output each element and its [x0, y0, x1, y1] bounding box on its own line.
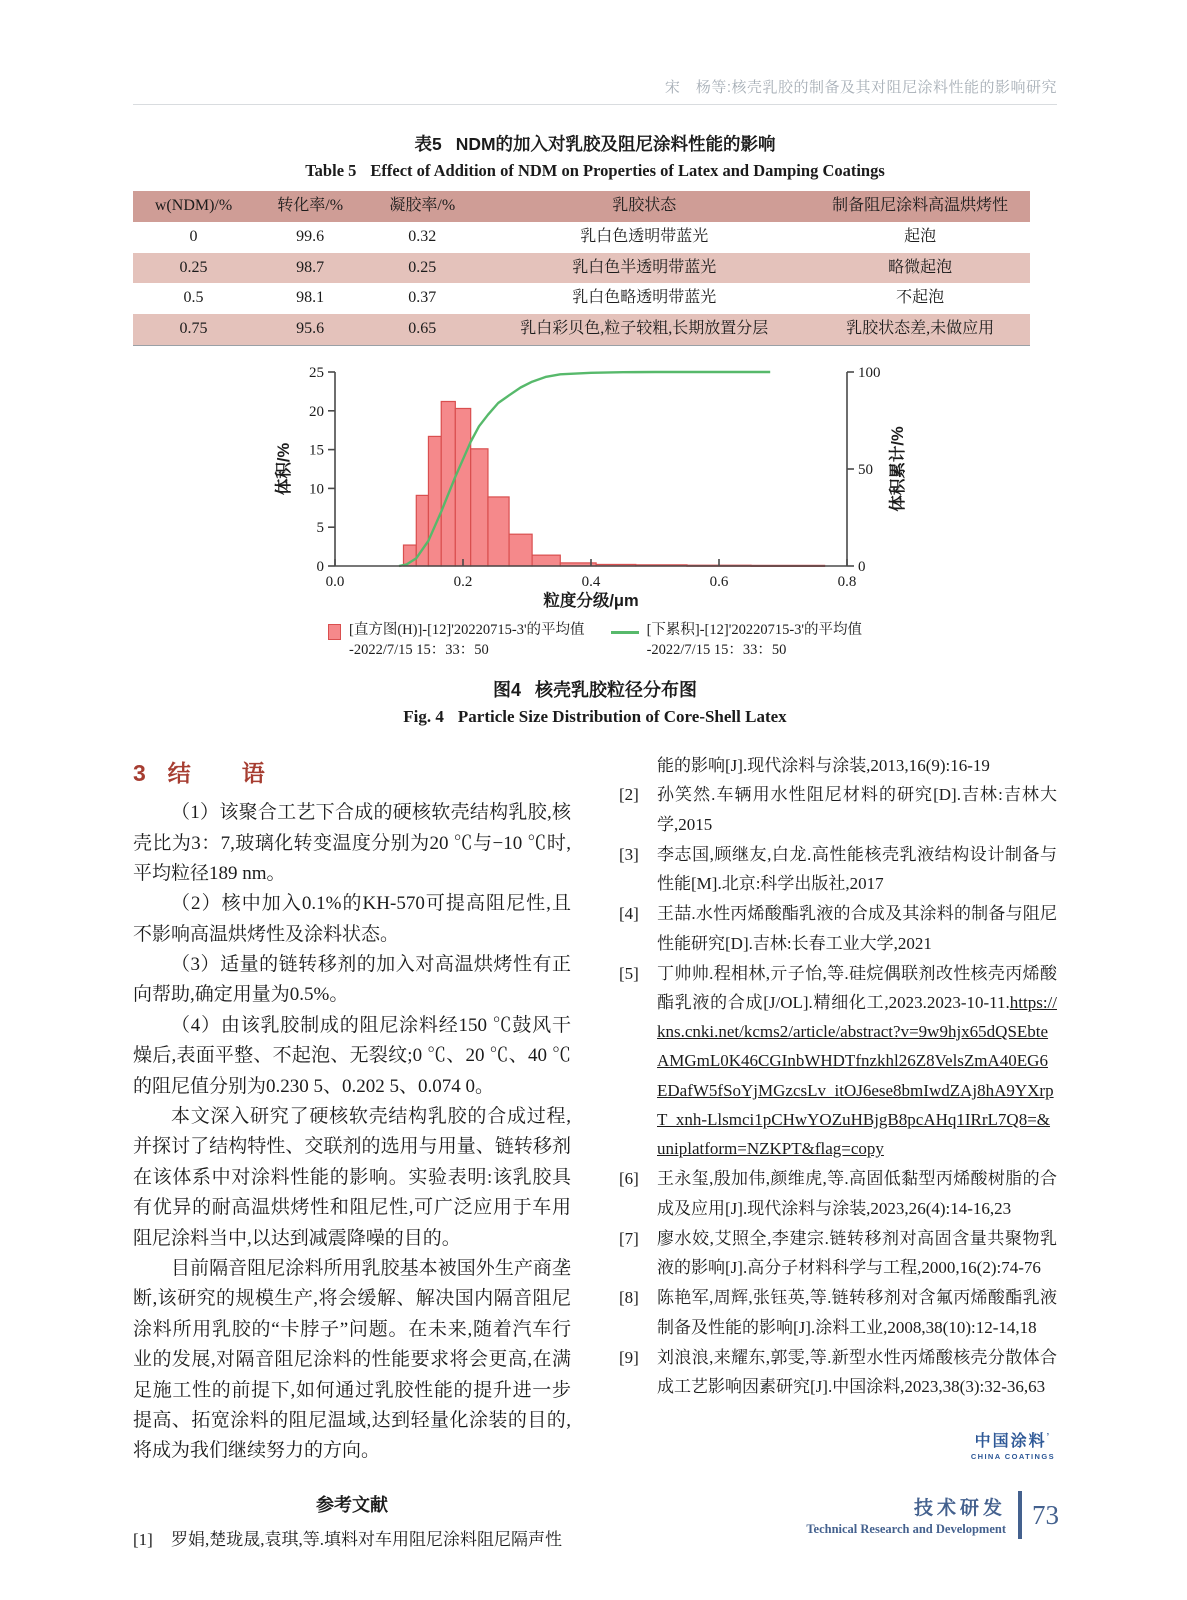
- footer-section-en: Technical Research and Development: [806, 1522, 1006, 1536]
- reference-item: [619, 1343, 1057, 1401]
- reference-text: 孙笑然.车辆用水性阻尼材料的研究[D].吉林:吉林大学,2015: [657, 785, 1057, 834]
- figure4-chart: [273, 360, 917, 612]
- logo-zh-text: [971, 1428, 1055, 1451]
- figure4-legend: [273, 621, 917, 660]
- table5-label-zh: 表5: [414, 134, 442, 154]
- table5-row: [133, 222, 1030, 253]
- reference-url-link[interactable]: https://kns.cnki.net/kcms2/article/abstract?v=9w9hjx65dQSEbteAMGmL0K46CGInbWHDTfnzkhl26Z8VelsZmA40EG6EDafW5fSoYjMGzcsLv_itOJ6ese8bmIwdZAj8hA9YXrpT_xnh-Llsmci1pCHwYOZuHBjgB8pcAHq1IRrL7Q8=&uniplatform=NZKPT&flag=copy: [657, 992, 1057, 1159]
- footer-section-zh: 技术研发: [913, 1498, 1006, 1519]
- left-column: [133, 751, 571, 1555]
- reference-number: [2]: [619, 785, 639, 805]
- china-coatings-logo: [971, 1428, 1055, 1461]
- table5-header-cell: 乳胶状态: [612, 197, 677, 214]
- references-heading: 参考文献: [316, 1494, 388, 1515]
- reference-continuation: 能的影响[J].现代涂料与涂装,2013,16(9):16-19: [657, 756, 990, 776]
- reference-number: [1]: [133, 1529, 153, 1549]
- logo-zh-label: 中国涂料: [974, 1433, 1047, 1450]
- reference-text: 王喆.水性丙烯酸酯乳液的合成及其涂料的制备与阻尼性能研究[D].吉林:长春工业大学,2021: [657, 904, 1057, 953]
- histogram-swatch-icon: [328, 624, 341, 640]
- table5-cell: 0.75: [179, 320, 208, 338]
- table5-title-en: [133, 161, 1057, 181]
- reference-number: [6]: [619, 1169, 639, 1189]
- table5-cell: 95.6: [296, 320, 325, 338]
- reference-number: [9]: [619, 1347, 639, 1367]
- table5-cell: 0: [189, 227, 198, 245]
- legend-entry-cumulative: [611, 621, 862, 660]
- svg-text:粒度分级/μm: 粒度分级/μm: [543, 591, 639, 610]
- footer-section-tab: [806, 1491, 1059, 1539]
- figure4-label-en: Fig. 4: [403, 707, 444, 727]
- table5-cell: 0.32: [408, 227, 437, 245]
- page-number: 73: [1032, 1499, 1059, 1530]
- reference-number: [7]: [619, 1228, 639, 1248]
- section-heading: [133, 755, 571, 788]
- logo-trademark-icon: ’: [1046, 1431, 1052, 1442]
- table5: [133, 191, 1030, 346]
- table5-header-cell: 制备阻尼涂料高温烘烤性: [832, 197, 1009, 214]
- conclusion-paragraph: 本文深入研究了硬核软壳结构乳胶的合成过程,并探讨了结构特性、交联剂的选用与用量、链转移剂在该体系中对涂料性能的影响。实验表明:该乳胶具有优异的耐高温烘烤性和阻尼性,可广泛应用于车用阻尼涂料当中,以达到减震降噪的目的。: [133, 1106, 571, 1249]
- section-number: 3: [133, 760, 146, 787]
- header-rule: [133, 104, 1057, 105]
- reference-text: 王永玺,殷加伟,颜维虎,等.高固低黏型丙烯酸树脂的合成及应用[J].现代涂料与涂装,2023,26(4):14-16,23: [657, 1169, 1057, 1218]
- table5-row: [133, 283, 1030, 314]
- svg-text:0: 0: [858, 558, 866, 575]
- conclusion-paragraph: （4）由该乳胶制成的阻尼涂料经150 ℃鼓风干燥后,表面平整、不起泡、无裂纹;0 ℃、20 ℃、40 ℃的阻尼值分别为0.230 5、0.202 5、0.074 0。: [133, 1014, 571, 1097]
- figure4-caption-zh: [133, 676, 1057, 702]
- table5-title-zh: [133, 131, 1057, 156]
- table5-cell: 乳胶状态差,未做应用: [846, 320, 995, 338]
- svg-text:体积累计/%: 体积累计/%: [889, 426, 907, 512]
- table5-cell: 98.1: [296, 289, 325, 307]
- page-footer: [719, 1428, 1059, 1539]
- reference-item: [619, 840, 1057, 898]
- table5-header-cell: 凝胶率/%: [389, 197, 456, 214]
- conclusion-paragraph: （2）核中加入0.1%的KH-570可提高阻尼性,且不影响高温烘烤性及涂料状态。: [133, 893, 571, 945]
- reference-item: [619, 1283, 1057, 1341]
- table5-cell: 略微起泡: [888, 258, 953, 276]
- figure4-caption-zh-text: 核壳乳胶粒径分布图: [535, 680, 697, 701]
- svg-text:0.4: 0.4: [581, 573, 601, 590]
- reference-text: 李志国,顾继友,白龙.高性能核壳乳液结构设计制备与性能[M].北京:科学出版社,2017: [657, 844, 1057, 894]
- svg-text:5: 5: [316, 520, 324, 537]
- table5-label-en: Table 5: [305, 161, 357, 180]
- table5-cell: 0.5: [183, 289, 204, 307]
- svg-text:0.0: 0.0: [325, 573, 345, 590]
- svg-text:15: 15: [309, 442, 324, 459]
- table5-row: [133, 253, 1030, 284]
- table5-cell: 0.65: [408, 320, 437, 338]
- svg-text:25: 25: [309, 364, 324, 381]
- reference-item: [619, 959, 1057, 1164]
- logo-en-text: CHINA COATINGS: [970, 1452, 1055, 1461]
- svg-text:20: 20: [309, 403, 324, 420]
- reference-number: [3]: [619, 844, 639, 864]
- conclusion-paragraph: 目前隔音阻尼涂料所用乳胶基本被国外生产商垄断,该研究的规模生产,将会缓解、解决国内隔音阻尼涂料所用乳胶的“卡脖子”问题。在未来,随着汽车行业的发展,对隔音阻尼涂料的性能要求将会更高,在满足施工性的前提下,如何通过乳胶性能的提升进一步提高、拓宽涂料的阻尼温域,达到轻量化涂装的目的,将成为我们继续努力的方向。: [133, 1257, 571, 1462]
- table5-cell: 0.25: [179, 258, 208, 276]
- reference-text: 刘浪浪,来耀东,郭雯,等.新型水性丙烯酸核壳分散体合成工艺影响因素研究[J].中国涂料,2023,38(3):32-36,63: [657, 1347, 1057, 1397]
- table5-cell: 0.25: [408, 258, 437, 276]
- reference-number: [4]: [619, 904, 639, 924]
- conclusion-paragraph: （3）适量的链转移剂的加入对高温烘烤性有正向帮助,确定用量为0.5%。: [133, 954, 571, 1006]
- figure4-label-zh: 图4: [492, 680, 521, 701]
- reference-text: 廖水姣,艾照全,李建宗.链转移剂对高固含量共聚物乳液的影响[J].高分子材料科学与工程,2000,16(2):74-76: [657, 1228, 1057, 1278]
- svg-text:10: 10: [309, 481, 324, 498]
- figure4-chart-block: [273, 360, 917, 660]
- svg-text:0.6: 0.6: [709, 573, 729, 590]
- legend-line: [直方图(H)]-[12]'20220715-3'的平均值: [348, 621, 585, 638]
- table5-title-en-text: Effect of Addition of NDM on Properties of Latex and Damping Coatings: [370, 161, 885, 180]
- reference-text: 罗娟,楚珑晟,袁琪,等.填料对车用阻尼涂料阻尼隔声性: [171, 1529, 562, 1549]
- footer-section-text: [806, 1493, 1006, 1537]
- section-title: 结 语: [167, 760, 279, 787]
- running-head: 宋 杨等:核壳乳胶的制备及其对阻尼涂料性能的影响研究: [664, 79, 1057, 96]
- reference-item: [619, 780, 1057, 838]
- reference-item: [619, 899, 1057, 957]
- table5-row: [133, 314, 1030, 345]
- svg-text:0.8: 0.8: [837, 573, 857, 590]
- table5-header-cell: w(NDM)/%: [154, 197, 233, 214]
- reference-number: [5]: [619, 963, 639, 983]
- table5-cell: 乳白色略透明带蓝光: [572, 289, 717, 307]
- table5-cell: 乳白色透明带蓝光: [580, 227, 709, 245]
- legend-line: [下累积]-[12]'20220715-3'的平均值: [646, 621, 863, 638]
- table5-header-cell: 转化率/%: [277, 197, 344, 214]
- svg-text:100: 100: [858, 364, 881, 381]
- table5-cell: 不起泡: [896, 289, 945, 307]
- legend-text: [349, 621, 585, 660]
- table5-cell: 乳白彩贝色,粒子较粗,长期放置分层: [520, 320, 769, 338]
- reference-text-main: 丁帅帅.程相林,亓子怡,等.硅烷偶联剂改性核壳丙烯酸酯乳液的合成[J/OL].精细化工,2023.2023-10-11.: [657, 963, 1057, 1012]
- svg-text:0.2: 0.2: [453, 573, 473, 590]
- table5-cell: 起泡: [904, 227, 937, 245]
- table5-header-row: [133, 191, 1030, 222]
- conclusion-paragraph: （1）该聚合工艺下合成的硬核软壳结构乳胶,核壳比为3：7,玻璃化转变温度分别为20 ℃与−10 ℃时,平均粒径189 nm。: [133, 802, 571, 884]
- legend-text: [647, 621, 862, 660]
- legend-line: -2022/7/15 15：33：50: [646, 641, 787, 658]
- table5-cell: 乳白色半透明带蓝光: [572, 258, 717, 276]
- legend-line: -2022/7/15 15：33：50: [348, 641, 489, 658]
- table5-cell: 99.6: [296, 227, 325, 245]
- reference-item: [133, 1525, 571, 1554]
- svg-text:50: 50: [858, 461, 873, 478]
- svg-text:体积/%: 体积/%: [275, 442, 293, 496]
- reference-item: [619, 1224, 1057, 1282]
- figure4-caption-en-text: Particle Size Distribution of Core-Shell Latex: [457, 707, 787, 727]
- table5-cell: 98.7: [296, 258, 325, 276]
- footer-divider-bar: [1018, 1491, 1022, 1539]
- figure4-caption-en: [133, 707, 1057, 727]
- line-swatch-icon: [611, 631, 639, 635]
- legend-entry-histogram: [328, 621, 585, 660]
- table5-title-zh-text: NDM的加入对乳胶及阻尼涂料性能的影响: [455, 134, 776, 154]
- reference-text: 陈艳军,周辉,张钰英,等.链转移剂对含氟丙烯酸酯乳液制备及性能的影响[J].涂料工业,2008,38(10):12-14,18: [657, 1288, 1057, 1337]
- reference-text: [657, 959, 1057, 1164]
- reference-number: [8]: [619, 1288, 639, 1308]
- svg-text:0: 0: [316, 558, 324, 575]
- reference-item: [619, 1164, 1057, 1222]
- table5-cell: 0.37: [408, 289, 437, 307]
